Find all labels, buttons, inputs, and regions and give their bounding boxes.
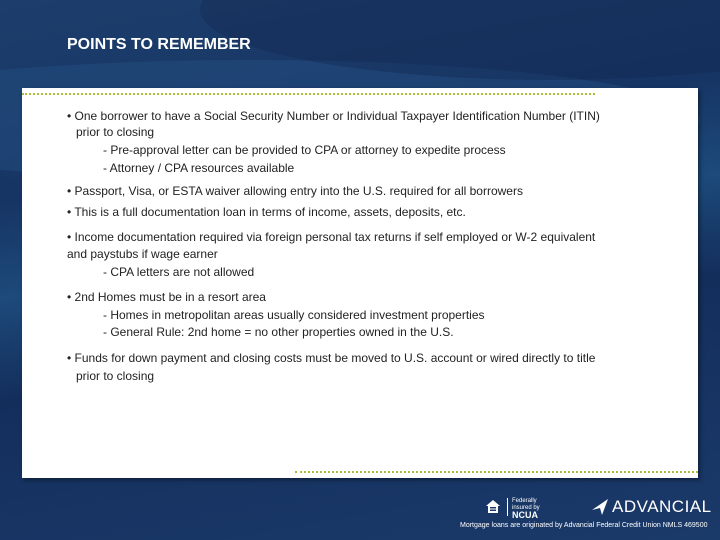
divider-top <box>22 93 595 95</box>
slide-title: POINTS TO REMEMBER <box>67 36 251 53</box>
ncua-text: NCUA <box>512 510 538 520</box>
divider-bottom <box>295 471 698 473</box>
bullet-line: • Income documentation required via foreign personal tax returns if self employed or W-2 equivalent <box>67 230 596 244</box>
ncua-logo <box>512 498 540 521</box>
bullet-line: • Passport, Visa, or ESTA waiver allowing entry into the U.S. required for all borrowers <box>67 184 523 198</box>
sub-bullet-line: - Homes in metropolitan areas usually considered investment properties <box>103 308 485 322</box>
sub-bullet-line: - General Rule: 2nd home = no other properties owned in the U.S. <box>103 325 454 339</box>
bullet-line: and paystubs if wage earner <box>67 247 218 261</box>
bullet-line: • This is a full documentation loan in terms of income, assets, deposits, etc. <box>67 205 466 219</box>
bullet-line: • 2nd Homes must be in a resort area <box>67 290 266 304</box>
advancial-logo: ADVANCIAL <box>612 497 712 516</box>
footer-disclaimer: Mortgage loans are originated by Advancial Federal Credit Union NMLS 469500 <box>460 522 708 529</box>
ncua-text: Federally <box>512 498 537 504</box>
ncua-text: insured by <box>512 505 540 511</box>
bullet-line: prior to closing <box>76 369 155 383</box>
bullet-line: prior to closing <box>76 125 155 139</box>
logo-separator <box>507 498 508 516</box>
advancial-logo-icon <box>590 498 610 516</box>
sub-bullet-line: - Pre-approval letter can be provided to CPA or attorney to expedite process <box>103 143 506 157</box>
bullet-line: • One borrower to have a Social Security Number or Individual Taxpayer Identification Number (ITIN) <box>67 109 600 123</box>
equal-housing-icon <box>485 499 501 515</box>
bullet-line: • Funds for down payment and closing costs must be moved to U.S. account or wired directly to title <box>67 351 596 365</box>
sub-bullet-line: - Attorney / CPA resources available <box>103 161 295 175</box>
sub-bullet-line: - CPA letters are not allowed <box>103 265 255 279</box>
